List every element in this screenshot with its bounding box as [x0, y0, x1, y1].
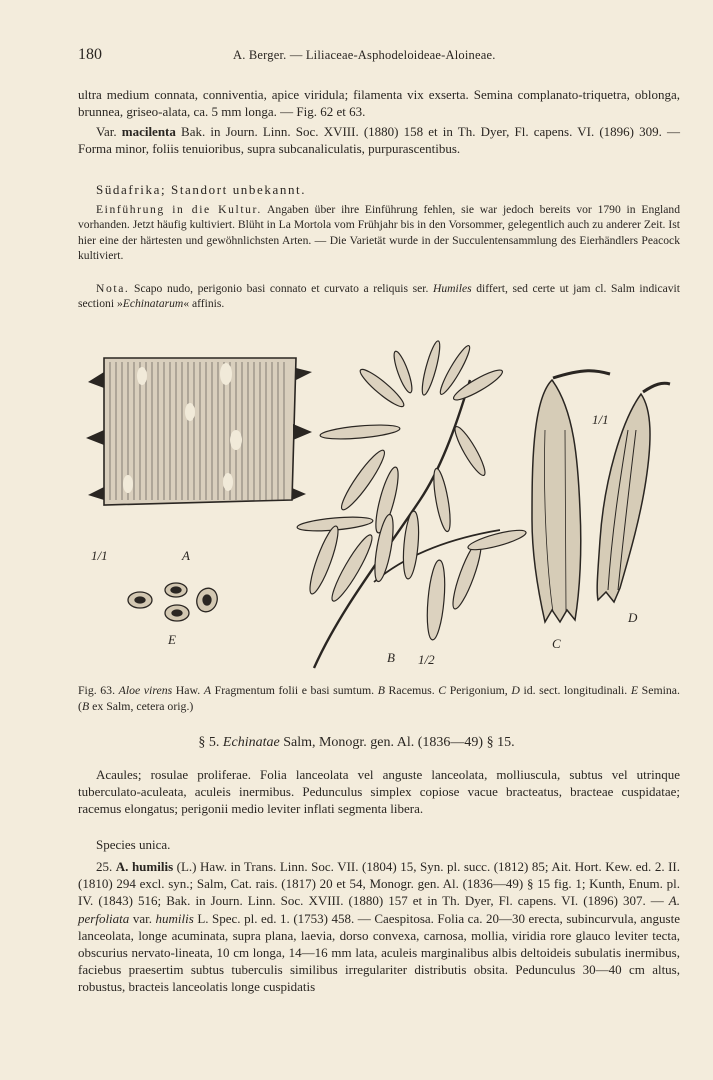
caption-fig-number: Fig. 63.: [78, 683, 116, 697]
figure-label-e: E: [168, 632, 176, 647]
seeds-drawing: [128, 583, 221, 621]
paragraph-text: ultra medium connata, conniventia, apice viridula; filamenta vix exserta. Semina complanato-triquetra, oblonga, brunnea, griseo-alata, ca. 5 mm longa. — Fig. 62 et 63.: [78, 87, 680, 120]
caption-letter: C: [438, 683, 447, 697]
figure-caption: [78, 682, 680, 714]
distribution-text: Südafrika; Standort unbekannt.: [96, 182, 307, 197]
nota-heading: Nota.: [96, 282, 130, 295]
paragraph-species-count: [78, 836, 680, 853]
caption-text: ex Salm, cetera orig.): [89, 699, 194, 713]
caption-letter: D: [511, 683, 520, 697]
nota-italic-echinatarum: Echinatarum: [122, 297, 184, 311]
nota-text-b: differt, sed certe ut jam cl. Salm indicavit sectioni »: [78, 282, 680, 311]
page-number: 180: [78, 46, 102, 63]
section-heading: [0, 735, 713, 751]
nota-text-a: Scapo nudo, perigonio basi connato et curvato a reliquis ser.: [129, 282, 433, 295]
species-text: var.: [129, 910, 156, 926]
caption-text: Racemus.: [384, 683, 439, 697]
paragraph-section-description: [78, 766, 680, 818]
cultivation-text: Angaben über ihre Einführung fehlen, sie war jedoch bereits vor 1790 in England vorhanden. Jetzt häufig kultiviert. Blüht in La Mortola vom Frühjahr bis in den Vorsommer, gelegentlich auch zu anderer Zeit. Ist hier eine der härtesten und gewöhnlichsten Arten. — Die Varietät wurde in der Succulentensammlung des Eierhändlers Peacock kultiviert.: [78, 203, 680, 263]
caption-text: id. sect. longitudinali.: [519, 683, 631, 697]
section-citation: Salm, Monogr. gen. Al. (1836—49) § 15.: [279, 735, 515, 750]
variety-name: macilenta: [121, 124, 176, 139]
paragraph-species-entry: [78, 858, 680, 996]
figure-label-c: C: [552, 636, 561, 651]
nota-text-c: « affinis.: [183, 297, 225, 311]
cultivation-heading: Einführung in die Kultur.: [96, 203, 262, 216]
caption-letter: A: [203, 683, 212, 697]
leaf-fragment-drawing: [86, 358, 312, 505]
species-count-text: Species unica.: [96, 837, 171, 852]
caption-text: Semina. (: [78, 683, 680, 713]
scale-label-a: 1/1: [91, 548, 108, 563]
caption-letter: B: [81, 699, 90, 713]
figure-label-a: A: [182, 548, 190, 563]
caption-text: Perigonium,: [446, 683, 512, 697]
figure-label-d: D: [628, 610, 638, 625]
running-title: A. Berger. — Liliaceae-Asphodeloideae-Aloineae.: [233, 48, 496, 62]
raceme-drawing: [297, 340, 528, 668]
variety-text: Bak. in Journ. Linn. Soc. XVIII. (1880) 158 et in Th. Dyer, Fl. capens. VI. (1896) 309. — Forma minor, foliis tenuioribus, supra subcanaliculatis, purpurascentibus.: [78, 124, 681, 157]
scale-label-c: 1/1: [592, 412, 609, 427]
section-number: § 5.: [198, 735, 220, 750]
scale-label-b: 1/2: [418, 652, 435, 667]
section-description-text: Acaules; rosulae proliferae. Folia lanceolata vel anguste lanceolata, molliuscula, subtus vel utrinque tuberculato-aculeata, aculeis inermibus. Pedunculus simplex copiose vacue bracteatus, bracteae cuspidatae; racemus elongatus; perigonii medio leviter inflati segmenta libera.: [78, 767, 680, 817]
species-synonym-var: humilis: [155, 910, 194, 926]
caption-letter: E: [630, 683, 639, 697]
species-name: A. humilis: [115, 859, 174, 874]
figure-label-b: B: [387, 650, 395, 665]
species-synonym: A. perfoliata: [78, 893, 680, 926]
species-number: 25.: [96, 859, 113, 874]
caption-text: Fragmentum folii e basi sumtum.: [211, 683, 378, 697]
species-text: (L.) Haw. in Trans. Linn. Soc. VII. (1804) 15, Syn. pl. succ. (1812) 85; Ait. Hort. Kew. ed. 2. II. (1810) 294 excl. syn.; Salm, Cat. rais. (1817) 20 et 54, Monogr. gen. Al. (1836—49) § 15 fig. 1; Kunth, Enum. pl. IV. (1843) 516; Bak. in Journ. Linn. Soc. XVIII. (1880) 157 et in Th. Dyer, Fl. capens. VI. (1896) 307. —: [78, 859, 681, 909]
variety-prefix: Var.: [96, 124, 117, 139]
section-name: Echinatae: [222, 735, 280, 750]
caption-species: Aloe virens: [118, 683, 173, 697]
nota-italic-humiles: Humiles: [432, 282, 472, 295]
caption-text: Haw.: [172, 683, 204, 697]
species-text: L. Spec. pl. ed. 1. (1753) 458. — Caespitosa. Folia ca. 20—30 erecta, subincurvula, anguste lanceolata, longe acuminata, supra plana, laevia, dorso convexa, carnosa, mollia, viridia rore glauco leviter tecta, obscurius nervato-lineata, 10 cm longa, 14—16 mm lata, aculeis marginalibus albis deltoideis subulatis inermibus, faciebus praesertim subtus tuberculis similibus irregulariter distributis obsita. Pedunculus 30—40 cm altus, robustus, bracteis lanceolatis longe cuspidatis: [78, 910, 680, 995]
caption-letter: B: [377, 683, 385, 697]
